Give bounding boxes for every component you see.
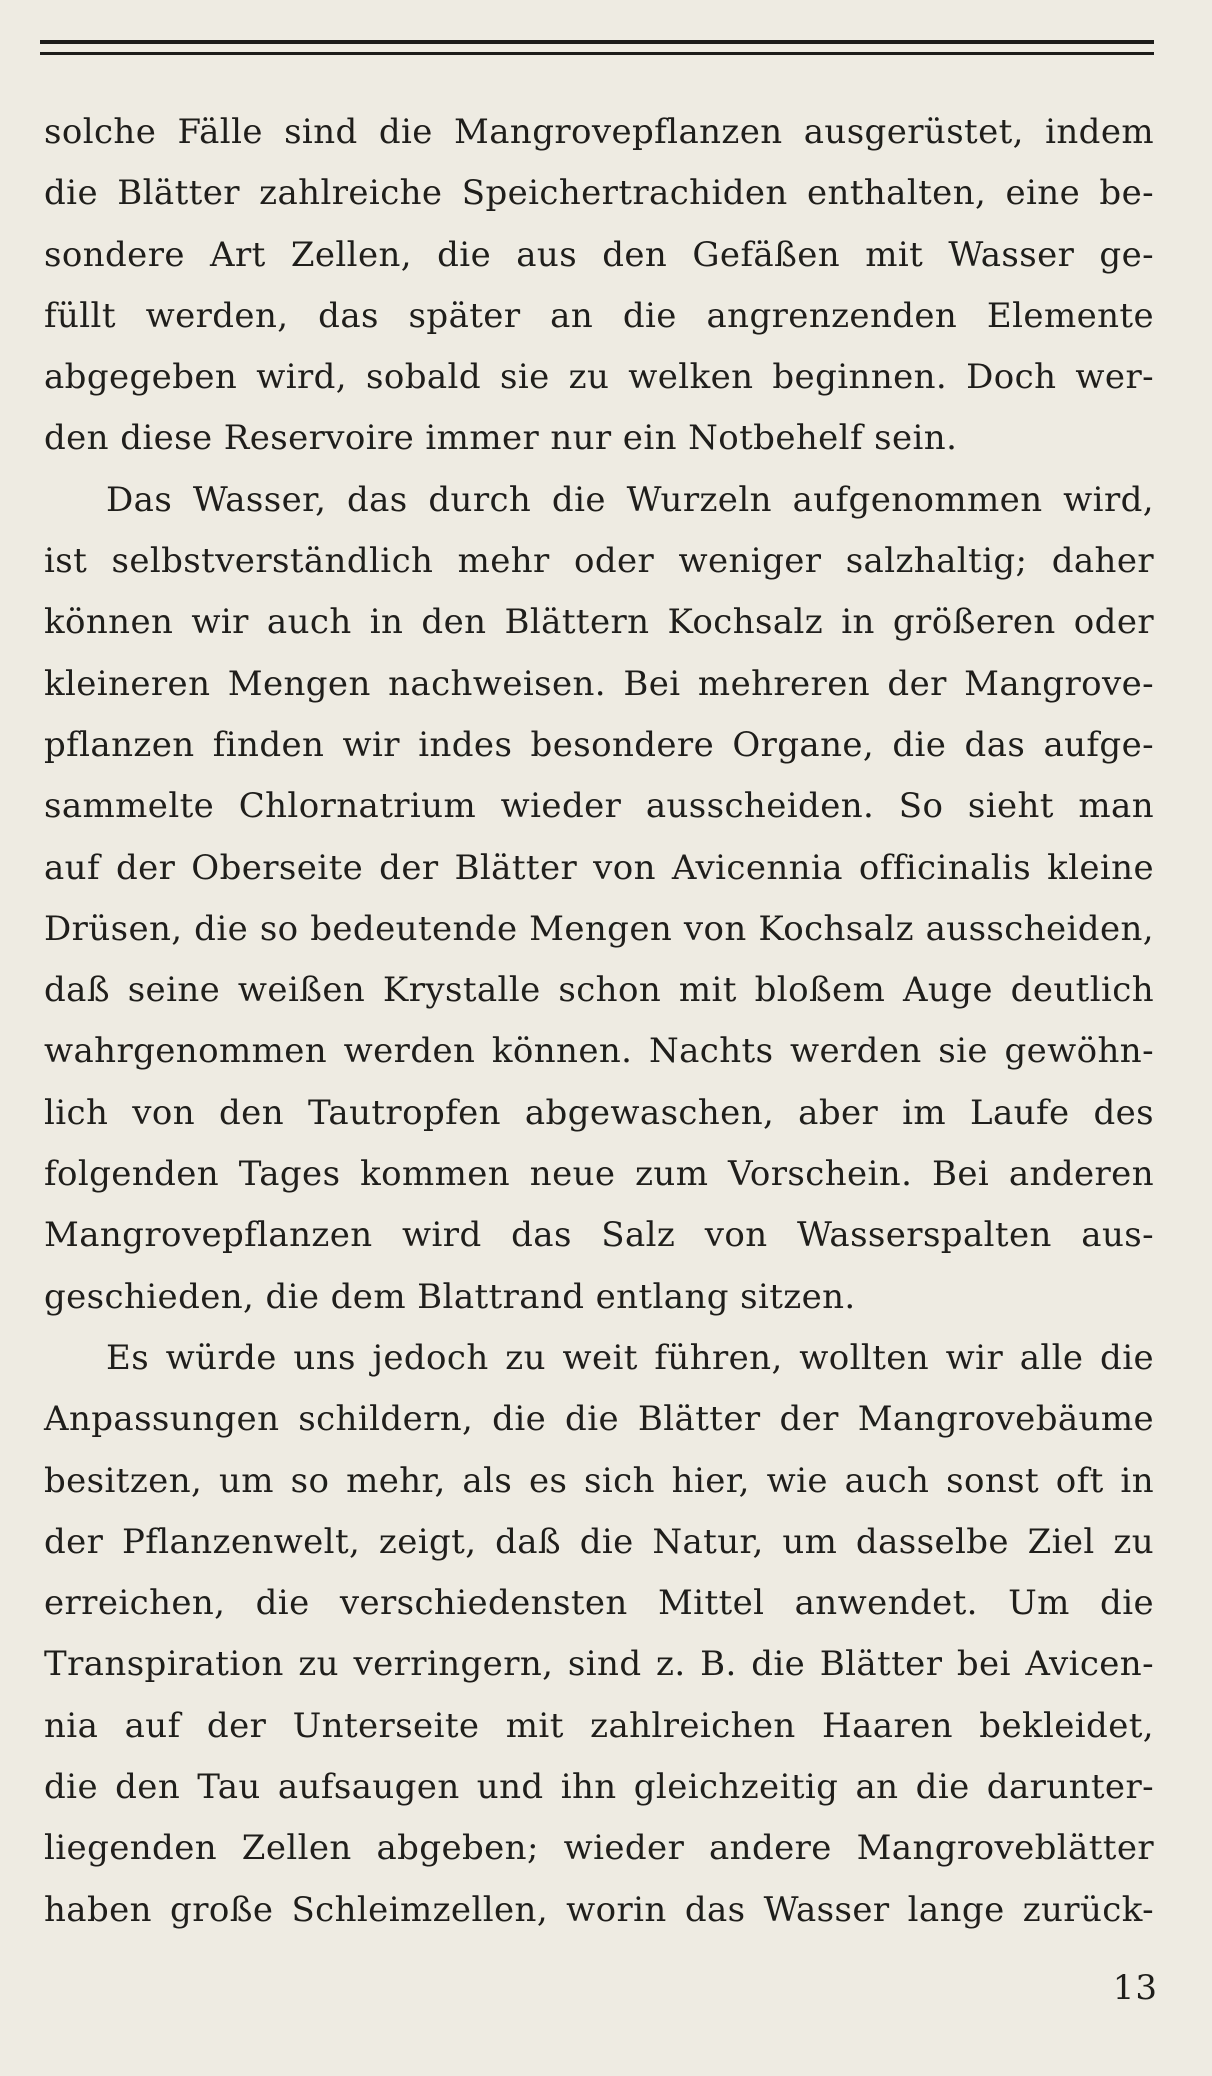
paragraph xyxy=(44,470,1154,1328)
text-line: Es würde uns jedoch zu weit führen, wollten wir alle die xyxy=(106,1337,1154,1378)
text-line: können wir auch in den Blättern Kochsalz in größeren oder xyxy=(44,602,1154,643)
text-line: geschieden, die dem Blattrand entlang sitzen. xyxy=(44,1276,856,1317)
text-line: haben große Schleimzellen, worin das Wasser lange zurück- xyxy=(44,1889,1154,1930)
text-line: Transpiration zu verringern, sind z. B. die Blätter bei Avicen- xyxy=(44,1644,1154,1685)
paragraph xyxy=(44,1328,1154,1941)
text-line: die den Tau aufsaugen und ihn gleichzeitig an die darunter- xyxy=(44,1767,1154,1808)
text-line: den diese Reservoire immer nur ein Notbehelf sein. xyxy=(44,418,958,459)
text-line: besitzen, um so mehr, als es sich hier, wie auch sonst oft in xyxy=(44,1460,1154,1501)
body-text xyxy=(44,102,1154,1941)
text-line: füllt werden, das später an die angrenzenden Elemente xyxy=(44,295,1154,336)
text-line: sammelte Chlornatrium wieder ausscheiden. So sieht man xyxy=(44,786,1154,827)
text-line: ist selbstverständlich mehr oder weniger salzhaltig; daher xyxy=(44,541,1154,582)
text-line: daß seine weißen Krystalle schon mit bloßem Auge deutlich xyxy=(44,970,1154,1011)
text-line: Das Wasser, das durch die Wurzeln aufgenommen wird, xyxy=(106,479,1154,520)
text-line: folgenden Tages kommen neue zum Vorschein. Bei anderen xyxy=(44,1154,1154,1195)
text-line: der Pflanzenwelt, zeigt, daß die Natur, um dasselbe Ziel zu xyxy=(44,1521,1154,1562)
text-line: Mangrovepflanzen wird das Salz von Wasserspalten aus- xyxy=(44,1215,1154,1256)
text-line: liegenden Zellen abgeben; wieder andere Mangroveblätter xyxy=(44,1828,1154,1869)
text-line: abgegeben wird, sobald sie zu welken beginnen. Doch wer- xyxy=(44,357,1154,398)
text-line: Drüsen, die so bedeutende Mengen von Kochsalz ausscheiden, xyxy=(44,908,1154,949)
text-line: pflanzen finden wir indes besondere Organe, die das aufge- xyxy=(44,724,1154,765)
text-line: die Blätter zahlreiche Speichertrachiden enthalten, eine be- xyxy=(44,173,1154,214)
header-rule-thin xyxy=(40,52,1154,55)
page-number: 13 xyxy=(1112,1968,1158,2008)
text-line: nia auf der Unterseite mit zahlreichen Haaren bekleidet, xyxy=(44,1705,1154,1746)
text-line: auf der Oberseite der Blätter von Avicennia officinalis kleine xyxy=(44,847,1154,888)
text-line: solche Fälle sind die Mangrovepflanzen ausgerüstet, indem xyxy=(44,112,1154,152)
text-line: sondere Art Zellen, die aus den Gefäßen mit Wasser ge- xyxy=(44,234,1154,275)
text-line: lich von den Tautropfen abgewaschen, aber im Laufe des xyxy=(44,1092,1154,1133)
text-line: wahrgenommen werden können. Nachts werden sie gewöhn- xyxy=(44,1031,1154,1072)
paragraph xyxy=(44,102,1154,470)
header-rule-thick xyxy=(40,40,1154,44)
text-line: erreichen, die verschiedensten Mittel anwendet. Um die xyxy=(44,1583,1154,1624)
text-line: Anpassungen schildern, die die Blätter der Mangrovebäume xyxy=(44,1399,1154,1440)
text-line: kleineren Mengen nachweisen. Bei mehreren der Mangrove- xyxy=(44,663,1154,704)
